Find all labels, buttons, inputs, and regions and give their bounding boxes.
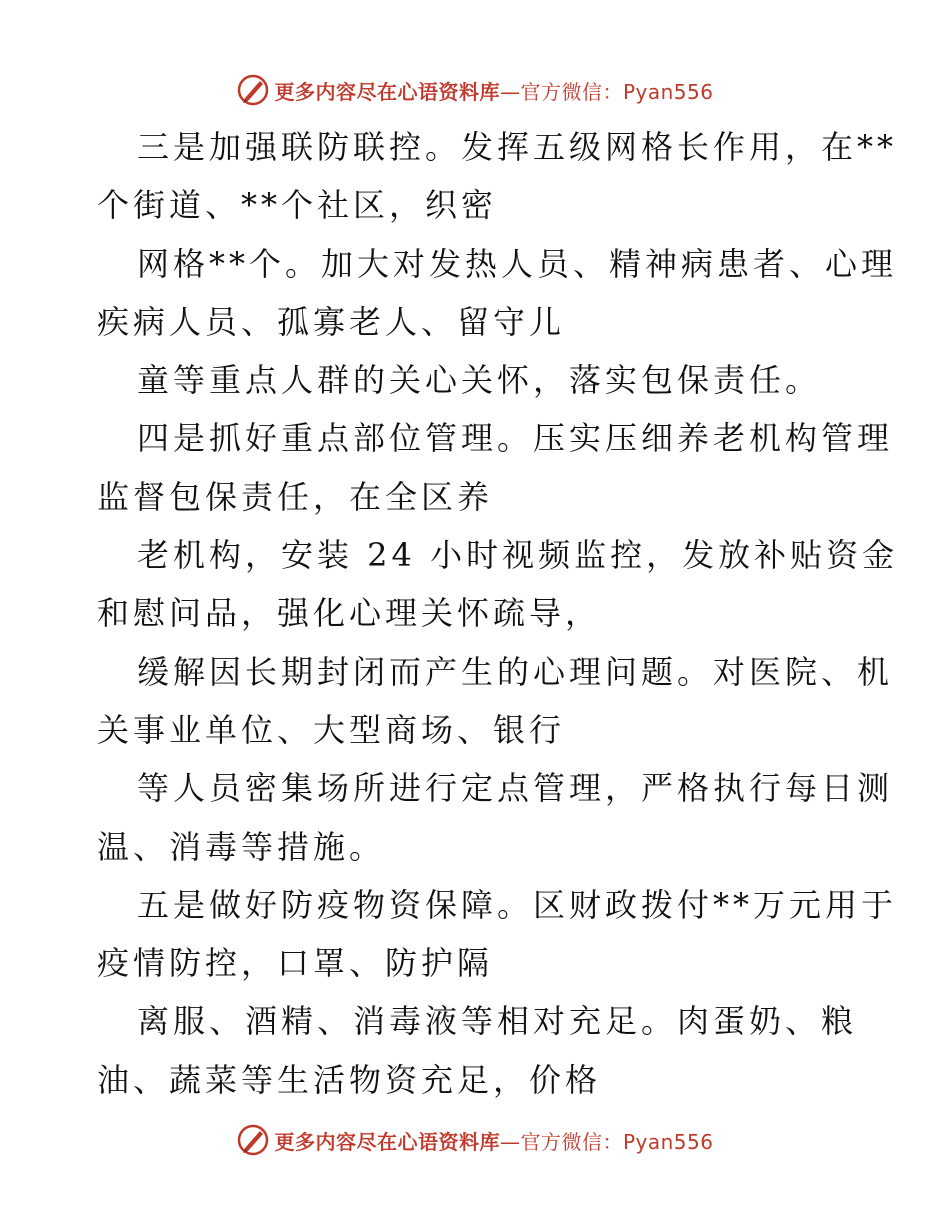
header-banner-main: 更多内容尽在心语资料库 — [274, 79, 500, 104]
footer-banner — [0, 1120, 950, 1160]
document-body — [97, 118, 899, 1109]
paragraph-line: 等人员密集场所进行定点管理，严格执行每日测 — [137, 769, 894, 808]
quill-pen-circle-icon — [236, 1123, 270, 1157]
paragraph-line: 和慰问品，强化心理关怀疏导， — [97, 594, 602, 633]
paragraph-line: 疫情防控，口罩、防护隔 — [97, 944, 494, 983]
paragraph-line: 四是抓好重点部位管理。压实压细养老机构管理 — [137, 419, 894, 458]
paragraph-line: 监督包保责任，在全区养 — [97, 477, 494, 516]
footer-banner-text — [274, 1126, 713, 1155]
footer-banner-main: 更多内容尽在心语资料库 — [274, 1129, 500, 1154]
paragraph-line: 关事业单位、大型商场、银行 — [97, 710, 566, 749]
paragraph-line: 缓解因长期封闭而产生的心理问题。对医院、机 — [137, 652, 894, 691]
paragraph-line: 油、蔬菜等生活物资充足，价格 — [97, 1060, 602, 1099]
paragraph-line: 三是加强联防联控。发挥五级网格长作用，在** — [137, 128, 898, 166]
paragraph-line: 个街道、**个社区，织密 — [97, 186, 498, 225]
paragraph-line: 童等重点人群的关心关怀，落实包保责任。 — [137, 361, 822, 400]
paragraph-line: 离服、酒精、消毒液等相对充足。肉蛋奶、粮 — [137, 1002, 858, 1041]
paragraph-line: 温、消毒等措施。 — [97, 827, 386, 866]
footer-banner-contact: —官方微信：Pyan556 — [499, 1129, 714, 1154]
quill-pen-circle-icon — [236, 73, 270, 107]
header-banner — [0, 70, 950, 110]
paragraph-line: 老机构，安装 24 小时视频监控，发放补贴资金 — [137, 536, 899, 575]
header-banner-text — [274, 76, 713, 105]
paragraph-line: 网格**个。加大对发热人员、精神病患者、心理 — [137, 244, 898, 283]
header-banner-contact: —官方微信：Pyan556 — [499, 79, 714, 104]
paragraph-line: 五是做好防疫物资保障。区财政拨付**万元用于 — [137, 885, 898, 924]
paragraph-line: 疾病人员、孤寡老人、留守儿 — [97, 302, 566, 341]
